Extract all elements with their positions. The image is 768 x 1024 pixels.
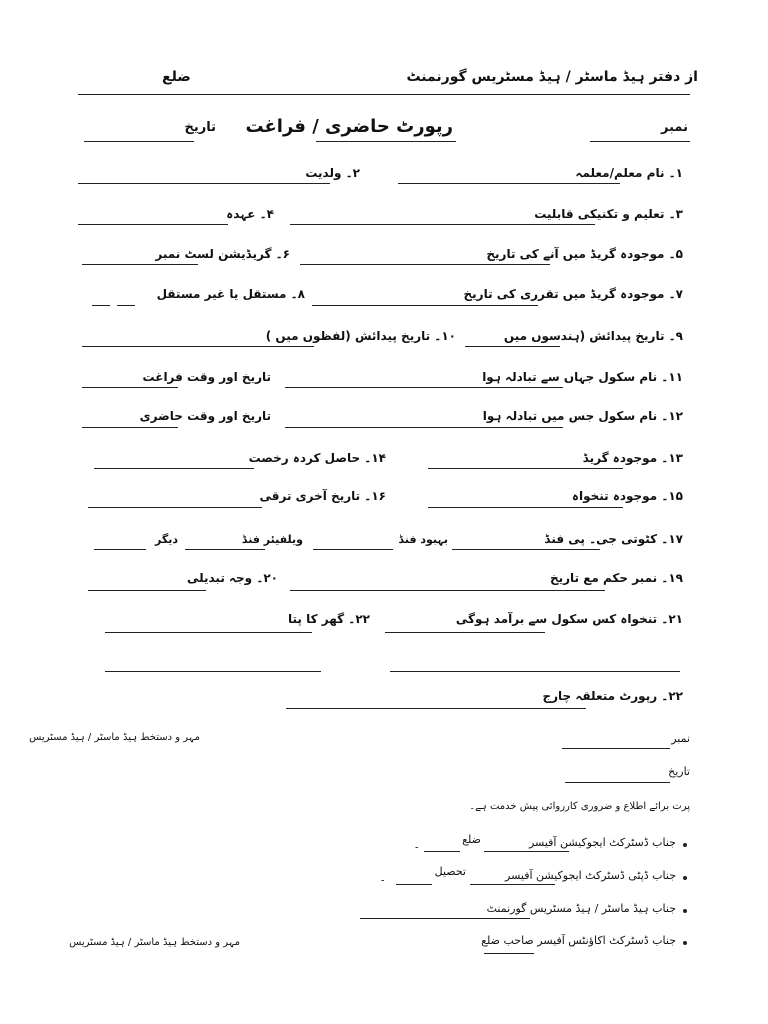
order-number-line[interactable] bbox=[290, 590, 605, 591]
teacher-name-line[interactable] bbox=[398, 183, 620, 184]
bullet-icon bbox=[683, 909, 687, 913]
date-line[interactable] bbox=[84, 141, 194, 142]
permanent-line-a[interactable] bbox=[92, 305, 110, 306]
field-charge-report: ۲۲۔ رپورٹ متعلقہ چارج bbox=[542, 689, 683, 703]
recipient-dao: جناب ڈسٹرکٹ اکاؤنٹس آفیسر صاحب ضلع bbox=[481, 934, 676, 947]
title-underline bbox=[316, 141, 456, 142]
forwarding-intro: پرت برائے اطلاع و ضروری کارروائی پیش خدمت ہے۔ bbox=[469, 801, 690, 812]
recipient-deo-line[interactable] bbox=[484, 851, 569, 852]
form-title: رپورٹ حاضری / فراغت bbox=[245, 116, 453, 137]
address-line-right[interactable] bbox=[390, 671, 680, 672]
field-last-promotion: ۱۶۔ تاریخ آخری ترقی bbox=[259, 489, 386, 503]
field-parentage: ۲۔ ولدیت bbox=[305, 166, 360, 180]
welfare-fund-line[interactable] bbox=[185, 549, 265, 550]
appointment-date-line[interactable] bbox=[312, 305, 538, 306]
header-rule bbox=[78, 94, 690, 95]
stamp-signature-bottom: مہر و دستخط ہیڈ ماسٹر / ہیڈ مسٹریس bbox=[69, 937, 240, 948]
gp-fund-line[interactable] bbox=[452, 549, 600, 550]
recipient-ddeo: جناب ڈپٹی ڈسٹرکٹ ایجوکیشن آفیسر bbox=[505, 869, 676, 882]
recipient-ddeo-dash: ۔ bbox=[379, 871, 386, 884]
recipient-deo-district: ضلع bbox=[462, 833, 481, 846]
field-designation: ۴۔ عہدہ bbox=[226, 207, 274, 221]
field-dob-digits: ۹۔ تاریخ پیدائش (ہندسوں میں bbox=[503, 329, 683, 343]
number-line[interactable] bbox=[590, 141, 690, 142]
recipient-deo-dash: ۔ bbox=[413, 838, 420, 851]
leave-availed-line[interactable] bbox=[94, 468, 254, 469]
dob-words-line[interactable] bbox=[82, 346, 314, 347]
recipient-ddeo-tehsil-line[interactable] bbox=[396, 884, 432, 885]
transfer-from-line[interactable] bbox=[285, 387, 563, 388]
field-current-pay: ۱۵۔ موجودہ تنخواہ bbox=[571, 489, 683, 503]
field-dob-words: ۱۰۔ تاریخ پیدائش (لفظوں میں ) bbox=[265, 329, 456, 343]
others-line[interactable] bbox=[94, 549, 146, 550]
recipient-ddeo-line[interactable] bbox=[470, 884, 555, 885]
qualification-line[interactable] bbox=[290, 224, 595, 225]
field-relieving-time: تاریخ اور وقت فراغت bbox=[142, 370, 271, 384]
field-transfer-reason: ۲۰۔ وجہ تبدیلی bbox=[186, 571, 278, 585]
field-joining-time: تاریخ اور وقت حاضری bbox=[139, 409, 271, 423]
parentage-line[interactable] bbox=[78, 183, 330, 184]
current-pay-line[interactable] bbox=[428, 507, 623, 508]
field-others: دیگر bbox=[154, 533, 178, 546]
address-line-left[interactable] bbox=[105, 671, 321, 672]
grade-date-line[interactable] bbox=[300, 264, 550, 265]
recipient-headmaster-line[interactable] bbox=[360, 918, 530, 919]
recipient-headmaster: جناب ہیڈ ماسٹر / ہیڈ مسٹریس گورنمنٹ bbox=[486, 902, 676, 915]
bullet-icon bbox=[683, 941, 687, 945]
field-home-address: ۲۲۔ گھر کا پتا bbox=[288, 612, 370, 626]
current-grade-line[interactable] bbox=[428, 468, 623, 469]
district-label: ضلع bbox=[162, 69, 191, 85]
field-teacher-name: ۱۔ نام معلم/معلمہ bbox=[575, 166, 683, 180]
gradation-list-line[interactable] bbox=[82, 264, 198, 265]
stamp-signature-label: مہر و دستخط ہیڈ ماسٹر / ہیڈ مسٹریس bbox=[29, 732, 200, 743]
transfer-to-line[interactable] bbox=[285, 427, 563, 428]
field-leave-availed: ۱۴۔ حاصل کردہ رخصت bbox=[248, 451, 386, 465]
recipient-deo-district-line[interactable] bbox=[424, 851, 460, 852]
field-transfer-to: ۱۲۔ نام سکول جس میں تبادلہ ہوا bbox=[482, 409, 683, 423]
bullet-icon bbox=[683, 843, 687, 847]
recipient-dao-line[interactable] bbox=[484, 953, 534, 954]
recipient-ddeo-tehsil: تحصیل bbox=[434, 865, 466, 878]
field-benevolent-fund: بہبود فنڈ bbox=[398, 533, 448, 546]
field-permanent: ۸۔ مستقل یا غیر مستقل bbox=[156, 287, 305, 301]
field-welfare-fund: ویلفیئر فنڈ bbox=[241, 533, 303, 546]
field-grade-date: ۵۔ موجودہ گریڈ میں آنے کی تاریخ bbox=[486, 247, 683, 261]
number-label: نمبر bbox=[661, 120, 688, 135]
permanent-line-b[interactable] bbox=[117, 305, 135, 306]
signature-date-line[interactable] bbox=[565, 782, 670, 783]
date-label: تاریخ bbox=[184, 120, 216, 135]
field-order-number: ۱۹۔ نمبر حکم مع تاریخ bbox=[549, 571, 683, 585]
last-promotion-line[interactable] bbox=[88, 507, 262, 508]
recipient-deo: جناب ڈسٹرکٹ ایجوکیشن آفیسر bbox=[528, 836, 676, 849]
transfer-reason-line[interactable] bbox=[88, 590, 206, 591]
field-appointment-date: ۷۔ موجودہ گریڈ میں تقرری کی تاریخ bbox=[463, 287, 683, 301]
pay-drawn-from-line[interactable] bbox=[385, 632, 545, 633]
field-gradation-list: ۶۔ گریڈیشن لسٹ نمبر bbox=[155, 247, 290, 261]
field-qualification: ۳۔ تعلیم و تکنیکی قابلیت bbox=[534, 207, 683, 221]
charge-report-line[interactable] bbox=[286, 708, 586, 709]
signature-date-label: تاریخ bbox=[668, 765, 690, 778]
home-address-line[interactable] bbox=[105, 632, 312, 633]
dob-digits-line[interactable] bbox=[465, 346, 560, 347]
office-header: از دفتر ہیڈ ماسٹر / ہیڈ مسٹریس گورنمنٹ bbox=[406, 69, 698, 85]
field-gp-fund: ۱۷۔ کٹوتی جی۔ پی فنڈ bbox=[544, 532, 683, 546]
designation-line[interactable] bbox=[78, 224, 228, 225]
signature-number-line[interactable] bbox=[562, 748, 670, 749]
bullet-icon bbox=[683, 876, 687, 880]
field-pay-drawn-from: ۲۱۔ تنخواہ کس سکول سے برآمد ہوگی bbox=[455, 612, 683, 626]
relieving-time-line[interactable] bbox=[82, 387, 178, 388]
signature-number-label: نمبر bbox=[671, 732, 690, 745]
joining-time-line[interactable] bbox=[82, 427, 178, 428]
field-current-grade: ۱۳۔ موجودہ گریڈ bbox=[582, 451, 683, 465]
benevolent-fund-line[interactable] bbox=[313, 549, 393, 550]
field-transfer-from: ۱۱۔ نام سکول جہاں سے تبادلہ ہوا bbox=[482, 370, 683, 384]
